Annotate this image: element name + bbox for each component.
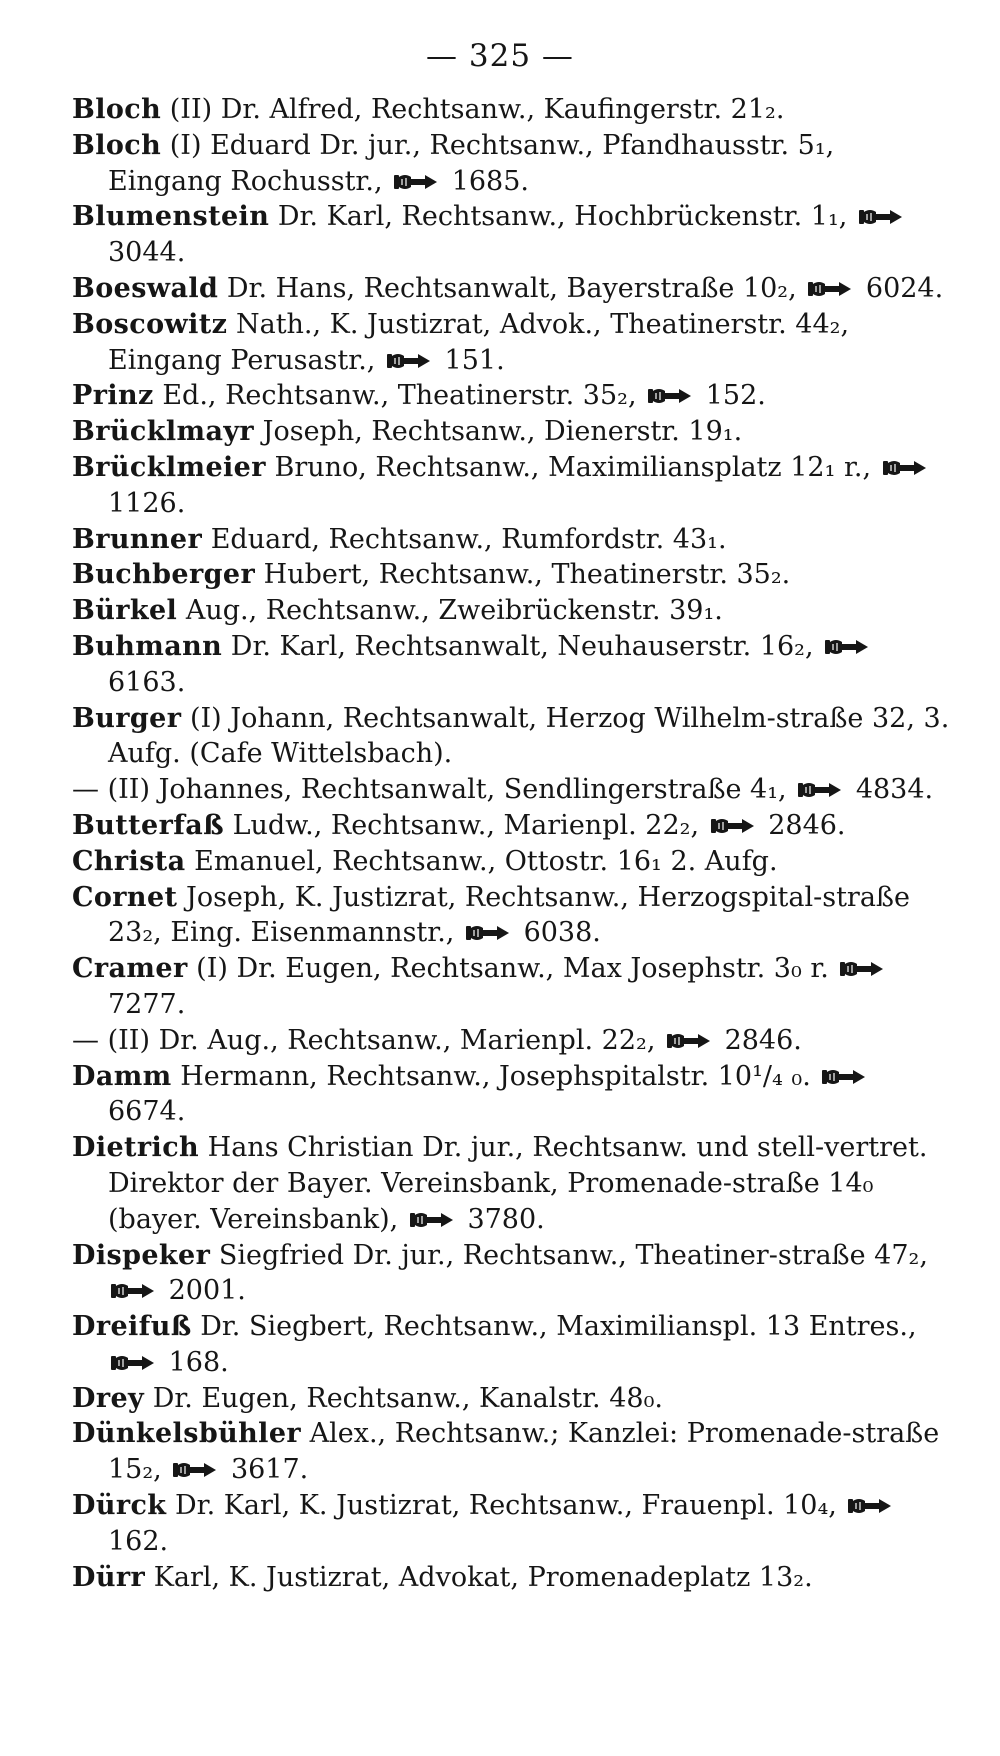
- entry-details: Dr. Karl, Rechtsanwalt, Neuhauserstr. 16₂,: [222, 630, 823, 662]
- directory-entry: [72, 701, 952, 773]
- directory-entry: [72, 1130, 952, 1237]
- entry-details: Dr. Siegbert, Rechtsanw., Maximilianspl. 13 Entres.,: [191, 1311, 917, 1343]
- entry-details: (I) Dr. Eugen, Rechtsanw., Max Josephstr. 3₀ r.: [187, 953, 838, 985]
- directory-entry: [72, 378, 952, 414]
- phone-number: 3617.: [230, 1454, 309, 1486]
- entry-surname: Dispeker: [72, 1239, 211, 1271]
- entry-surname: Buchberger: [72, 559, 256, 591]
- phone-number: 3780.: [467, 1203, 545, 1235]
- entry-details: (I) Johann, Rechtsanwalt, Herzog Wilhelm-straße 32, 3. Aufg. (Cafe Wittelsbach).: [108, 702, 950, 770]
- entry-details: Ed., Rechtsanw., Theatinerstr. 35₂,: [153, 380, 646, 412]
- directory-entry: [72, 414, 952, 450]
- entry-surname: Burger: [72, 702, 182, 734]
- directory-entry: [72, 880, 952, 952]
- phone-number: 6038.: [523, 917, 601, 949]
- telephone-icon: [807, 278, 853, 300]
- entry-details: (I) Eduard Dr. jur., Rechtsanw., Pfandhausstr. 5₁, Eingang Rochusstr.,: [108, 129, 835, 197]
- telephone-icon: [172, 1459, 218, 1481]
- telephone-icon: [821, 1066, 867, 1088]
- entry-surname: Dünkelsbühler: [72, 1418, 302, 1450]
- directory-entry: [72, 808, 952, 844]
- phone-number: 6674.: [108, 1096, 186, 1128]
- directory-entry: [72, 92, 952, 128]
- telephone-icon: [824, 636, 870, 658]
- entry-details: Aug., Rechtsanw., Zweibrückenstr. 39₁.: [177, 595, 723, 627]
- phone-number: 168.: [168, 1346, 229, 1378]
- entry-surname: Drey: [72, 1382, 145, 1414]
- directory-entry: [72, 1059, 952, 1131]
- entry-surname: Dietrich: [72, 1132, 200, 1164]
- phone-number: 4834.: [855, 774, 934, 806]
- directory-entry: [72, 629, 952, 701]
- entry-surname: Prinz: [72, 380, 154, 412]
- entry-surname: Dreifuß: [72, 1311, 192, 1343]
- entry-surname: Damm: [72, 1060, 172, 1092]
- entry-details: — (II) Dr. Aug., Rechtsanw., Marienpl. 22₂,: [72, 1024, 664, 1056]
- telephone-icon: [110, 1280, 156, 1302]
- entry-surname: Cramer: [72, 953, 188, 985]
- entry-details: Joseph, K. Justizrat, Rechtsanw., Herzogspital-straße 23₂, Eing. Eisenmannstr.,: [108, 881, 910, 949]
- entry-details: Eduard, Rechtsanw., Rumfordstr. 43₁.: [202, 523, 727, 555]
- directory-entry: [72, 844, 952, 880]
- directory-entry: [72, 199, 952, 271]
- entry-surname: Bürkel: [72, 595, 178, 627]
- telephone-icon: [666, 1030, 712, 1052]
- telephone-icon: [386, 350, 432, 372]
- directory-entry: [72, 271, 952, 307]
- entry-surname: Bloch: [72, 94, 162, 125]
- phone-number: 1126.: [108, 487, 186, 519]
- phone-number: 2846.: [768, 809, 846, 841]
- entry-details: Siegfried Dr. jur., Rechtsanw., Theatiner-straße 47₂,: [210, 1239, 928, 1271]
- entry-details: Nath., K. Justizrat, Advok., Theatinerstr. 44₂, Eingang Perusastr.,: [108, 308, 850, 376]
- entry-surname: Cornet: [72, 881, 178, 913]
- phone-number: 1685.: [451, 165, 529, 197]
- entry-surname: Boscowitz: [72, 308, 228, 340]
- entry-details: Dr. Karl, Rechtsanw., Hochbrückenstr. 1₁,: [269, 201, 856, 233]
- phone-number: 6163.: [108, 666, 186, 698]
- telephone-icon: [465, 922, 511, 944]
- directory-entry: [72, 1488, 952, 1560]
- entry-details: Bruno, Rechtsanw., Maximiliansplatz 12₁ r.,: [265, 451, 880, 483]
- entry-details: Dr. Karl, K. Justizrat, Rechtsanw., Frauenpl. 10₄,: [166, 1490, 846, 1522]
- telephone-icon: [409, 1209, 455, 1231]
- directory-entry: [72, 1309, 952, 1381]
- directory-entry: [72, 1023, 952, 1059]
- phone-number: 162.: [108, 1525, 169, 1557]
- directory-entry: [72, 1238, 952, 1310]
- directory-entry: [72, 307, 952, 379]
- entry-surname: Dürck: [72, 1490, 167, 1522]
- entry-surname: Christa: [72, 845, 186, 877]
- telephone-icon: [847, 1495, 893, 1517]
- phone-number: 6024.: [865, 272, 944, 304]
- entry-surname: Blumenstein: [72, 201, 270, 233]
- telephone-icon: [647, 385, 693, 407]
- telephone-icon: [858, 206, 904, 228]
- directory-entry: [72, 1560, 952, 1596]
- entry-details: Karl, K. Justizrat, Advokat, Promenadeplatz 13₂.: [145, 1561, 813, 1593]
- entry-details: Ludw., Rechtsanw., Marienpl. 22₂,: [224, 809, 708, 841]
- entry-details: Dr. Eugen, Rechtsanw., Kanalstr. 48₀.: [144, 1382, 663, 1414]
- telephone-icon: [882, 457, 928, 479]
- directory-entry: [72, 128, 952, 200]
- phone-number: 7277.: [108, 988, 186, 1020]
- entry-surname: Boeswald: [72, 272, 219, 304]
- directory-entry: [72, 951, 952, 1023]
- telephone-icon: [393, 171, 439, 193]
- telephone-icon: [839, 958, 885, 980]
- phone-number: 152.: [705, 380, 766, 412]
- entry-list: [72, 92, 952, 1595]
- telephone-icon: [710, 815, 756, 837]
- entry-surname: Brunner: [72, 523, 203, 555]
- phone-number: 2001.: [168, 1275, 246, 1307]
- entry-details: Hubert, Rechtsanw., Theatinerstr. 35₂.: [255, 559, 791, 591]
- directory-entry: [72, 1416, 952, 1488]
- phone-number: 151.: [444, 344, 505, 376]
- entry-details: Hans Christian Dr. jur., Rechtsanw. und stell-vertret. Direktor der Bayer. Vereinsbank, Promenade-straße 14₀ (bayer. Vereinsbank),: [108, 1132, 928, 1235]
- entry-details: — (II) Johannes, Rechtsanwalt, Sendlingerstraße 4₁,: [72, 774, 796, 806]
- directory-entry: [72, 557, 952, 593]
- entry-details: Hermann, Rechtsanw., Josephspitalstr. 10¹/₄ ₀.: [171, 1060, 820, 1092]
- directory-entry: [72, 772, 952, 808]
- entry-details: (II) Dr. Alfred, Rechtsanw., Kaufingerstr. 21₂.: [161, 94, 785, 125]
- entry-surname: Dürr: [72, 1561, 146, 1593]
- entry-details: Emanuel, Rechtsanw., Ottostr. 16₁ 2. Aufg.: [185, 845, 778, 877]
- directory-entry: [72, 593, 952, 629]
- directory-entry: [72, 450, 952, 522]
- entry-surname: Butterfaß: [72, 809, 225, 841]
- entry-details: Dr. Hans, Rechtsanwalt, Bayerstraße 10₂,: [218, 272, 806, 304]
- phone-number: 3044.: [108, 237, 186, 269]
- page-number: — 325 —: [426, 38, 574, 74]
- entry-surname: Buhmann: [72, 630, 223, 662]
- telephone-icon: [110, 1352, 156, 1374]
- entry-surname: Brücklmayr: [72, 416, 255, 448]
- entry-surname: Brücklmeier: [72, 451, 266, 483]
- directory-entry: [72, 522, 952, 558]
- telephone-icon: [797, 779, 843, 801]
- entry-surname: Bloch: [72, 129, 162, 161]
- directory-entry: [72, 1381, 952, 1417]
- phone-number: 2846.: [724, 1024, 802, 1056]
- entry-details: Alex., Rechtsanw.; Kanzlei: Promenade-straße 15₂,: [108, 1418, 940, 1486]
- entry-details: Joseph, Rechtsanw., Dienerstr. 19₁.: [254, 416, 743, 448]
